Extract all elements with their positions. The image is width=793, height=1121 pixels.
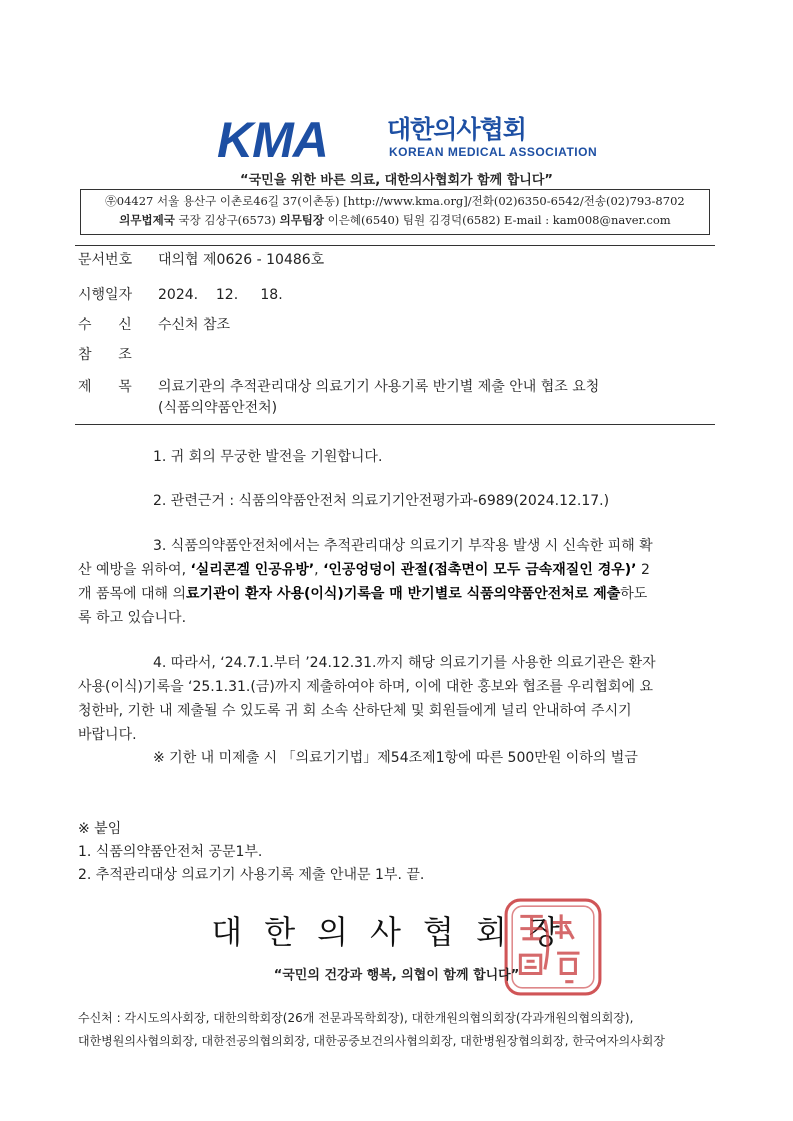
paragraph-3-line-4: 록 하고 있습니다. xyxy=(78,610,187,626)
attachment-header: ※ 붙임 xyxy=(78,821,122,837)
recipients-line-2: 대한병원의사협의회장, 대한전공의협의회장, 대한공중보건의사협의회장, 대한병원장협의회장, 한국여자의사회장 xyxy=(78,1034,665,1048)
p3-count: 2 xyxy=(636,562,650,578)
signature-title: 대한의사협회장 xyxy=(211,913,582,951)
p3-item-2: ‘인공엉덩이 관절(접촉면이 모두 금속재질인 경우)’ xyxy=(323,562,637,578)
contact-line xyxy=(80,212,710,228)
doc-number: 대의협 제0626 - 10486호 xyxy=(158,252,325,268)
paragraph-4-line-2: 사용(이식)기록을 ‘25.1.31.(금)까지 제출하여야 하며, 이에 대한 홍보와 협조를 우리협회에 요 xyxy=(78,679,653,695)
date-label: 시행일자 xyxy=(78,287,133,303)
paragraph-1: 1. 귀 회의 무궁한 발전을 기원합니다. xyxy=(153,449,383,465)
meta-rule xyxy=(75,424,715,425)
subject-line-1: 의료기관의 추적관리대상 의료기기 사용기록 반기별 제출 안내 협조 요청 xyxy=(158,379,600,395)
paragraph-3-line-3 xyxy=(78,582,647,606)
org-name-kr: 대한의사협회 xyxy=(387,115,526,144)
top-slogan: “국민을 위한 바른 의료, 대한의사협회가 함께 합니다” xyxy=(240,173,553,188)
p3-text-2: 개 품목에 대해 의 xyxy=(78,586,187,602)
p3-text: 산 예방을 위하여, xyxy=(78,562,191,578)
paragraph-4-line-3: 청한바, 기한 내 제출될 수 있도록 귀 회 소속 산하단체 및 회원들에게 널리 안내하여 주시기 xyxy=(78,703,632,719)
recipients-line-1: 수신처 : 각시도의사회장, 대한의학회장(26개 전문과목학회장), 대한개원의협의회장(각과개원의협의회장), xyxy=(78,1011,634,1025)
attachment-item: 1. 식품의약품안전처 공문1부. xyxy=(78,844,263,860)
p3-sep: , xyxy=(314,562,324,578)
contact-director: 국장 김상구(6573) xyxy=(174,213,280,227)
paragraph-4-line-1: 4. 따라서, ‘24.7.1.부터 ’24.12.31.까지 해당 의료기기를 사용한 의료기관은 환자 xyxy=(153,655,656,671)
penalty-note: ※ 기한 내 미제출 시 「의료기기법」제54조제1항에 따른 500만원 이하의 벌금 xyxy=(153,750,638,766)
org-name-en: KOREAN MEDICAL ASSOCIATION xyxy=(389,145,598,159)
header-rule xyxy=(75,245,715,246)
bottom-slogan: “국민의 건강과 행복, 의협이 함께 합니다” xyxy=(273,968,520,983)
contact-dept-team: 의무팀장 xyxy=(279,213,325,227)
doc-number-label: 문서번호 xyxy=(78,252,133,268)
kma-logo-mark: KMA xyxy=(217,112,328,168)
paragraph-2: 2. 관련근거 : 식품의약품안전처 의료기기안전평가과-6989(2024.12.17.) xyxy=(153,493,610,509)
p3-item-1: ‘실리콘겔 인공유방’ xyxy=(190,562,315,578)
subject-label: 제 목 xyxy=(78,379,132,395)
contact-team: 이은혜(6540) 팀원 김경덕(6582) E-mail : kam008@naver.com xyxy=(324,213,671,227)
paragraph-3-line-1: 3. 식품의약품안전처에서는 추적관리대상 의료기기 부작용 발생 시 신속한 피해 확 xyxy=(153,538,653,554)
subject-line-2: (식품의약품안전처) xyxy=(158,400,278,416)
p3-text-3: 하도 xyxy=(620,586,648,602)
reference-label: 참 조 xyxy=(78,347,132,363)
attachment-item: 2. 추적관리대상 의료기기 사용기록 제출 안내문 1부. 끝. xyxy=(78,867,425,883)
address-line: ㉾04427 서울 용산구 이촌로46길 37(이촌동) [http://www.kma.org]/전화(02)6350-6542/전송(02)793-8702 xyxy=(105,194,685,208)
contact-dept-legal: 의무법제국 xyxy=(119,213,175,227)
paragraph-3-line-2 xyxy=(78,558,650,582)
paragraph-4-line-4: 바랍니다. xyxy=(78,727,137,743)
recipient-label: 수 신 xyxy=(78,317,132,333)
issue-date: 2024. 12. 18. xyxy=(158,287,283,303)
recipient: 수신처 참조 xyxy=(158,317,231,333)
p3-requirement: 료기관이 환자 사용(이식)기록을 매 반기별로 식품의약품안전처로 제출 xyxy=(186,586,621,602)
